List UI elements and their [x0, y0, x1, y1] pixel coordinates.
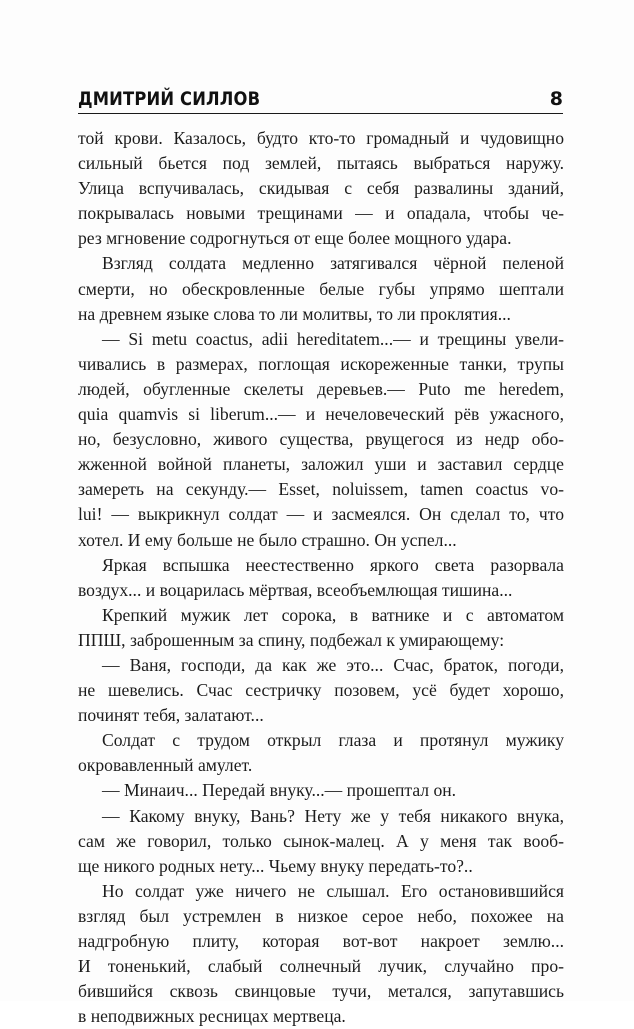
text-line: сам же говорил, только сынок-малец. А у меня так вооб-	[78, 830, 564, 851]
text-line: жженной войной планеты, заложил уши и заставил сердце	[78, 454, 564, 475]
text-line: И тоненький, слабый солнечный лучик, случайно про-	[78, 956, 564, 977]
text-line: хотел. И ему больше не было страшно. Он успел...	[78, 529, 457, 550]
text-line: смерти, но обескровленные белые губы упрямо шептали	[78, 278, 564, 299]
text-line: сильный бьется под землей, пытаясь выбраться наружу.	[78, 153, 564, 174]
page-number: 8	[549, 88, 563, 110]
text-line: на древнем языке слова то ли молитвы, то ли проклятия...	[78, 303, 511, 324]
text-line: — Ваня, господи, да как же это... Счас, браток, погоди,	[102, 654, 564, 675]
text-line: воздух... и воцарилась мёртвая, всеобъемлющая тишина...	[78, 579, 513, 600]
text-line: не шевелись. Счас сестричку позовем, усё будет хорошо,	[78, 680, 564, 701]
text-line: ППШ, заброшенным за спину, подбежал к умирающему:	[78, 629, 505, 650]
text-line: починят тебя, залатают...	[78, 705, 264, 726]
running-header	[78, 86, 563, 114]
text-line: чивались в размерах, поглощая искореженные танки, трупы	[78, 353, 564, 374]
text-line: Крепкий мужик лет сорока, в ватнике и с автоматом	[102, 604, 564, 625]
body-text	[78, 126, 564, 1029]
text-line: Взгляд солдата медленно затягивался чёрной пеленой	[102, 253, 564, 274]
text-line: Улица вспучивалась, скидывая с себя развалины зданий,	[78, 178, 564, 199]
text-line: lui! — выкрикнул солдат — и засмеялся. Он сделал то, что	[78, 504, 564, 525]
text-line: в неподвижных ресницах мертвеца.	[78, 1006, 346, 1027]
text-line: покрывалась новыми трещинами — и опадала, чтобы че-	[78, 203, 564, 224]
text-line: надгробную плиту, которая вот-вот накроет землю...	[78, 931, 564, 951]
text-line: взгляд был устремлен в низкое серое небо, похожее на	[78, 905, 564, 926]
text-line: — Какому внуку, Вань? Нету же у тебя никакого внука,	[102, 805, 564, 826]
text-line: людей, обугленные скелеты деревьев.— Puto me heredem,	[78, 378, 564, 399]
text-line: Но солдат уже ничего не слышал. Его остановившийся	[102, 880, 564, 901]
text-line: но, безусловно, живого существа, рвущегося из недр обо-	[78, 429, 564, 450]
text-line: Яркая вспышка неестественно яркого света разорвала	[102, 554, 564, 575]
text-line: окровавленный амулет.	[78, 755, 253, 776]
text-line: — Минаич... Передай внуку...— прошептал он.	[102, 780, 457, 801]
text-line: — Si metu coactus, adii hereditatem...— и трещины увели-	[102, 328, 564, 349]
text-line: бившийся сквозь свинцовые тучи, метался, запутавшись	[78, 981, 564, 1002]
text-line: замереть на секунду.— Esset, noluissem, tamen coactus vo-	[78, 479, 564, 500]
text-line: Солдат с трудом открыл глаза и протянул мужику	[102, 730, 564, 751]
text-line: quia quamvis si liberum...— и нечеловеческий рёв ужасного,	[78, 404, 564, 425]
text-line: рез мгновение содрогнуться от еще более мощного удара.	[78, 228, 512, 249]
text-line: той крови. Казалось, будто кто-то громадный и чудовищно	[78, 128, 564, 148]
header-rule	[78, 113, 563, 114]
author-name: ДМИТРИЙ СИЛЛОВ	[78, 88, 261, 110]
text-line: ще никого родных нету... Чьему внуку передать-то?..	[78, 855, 473, 876]
